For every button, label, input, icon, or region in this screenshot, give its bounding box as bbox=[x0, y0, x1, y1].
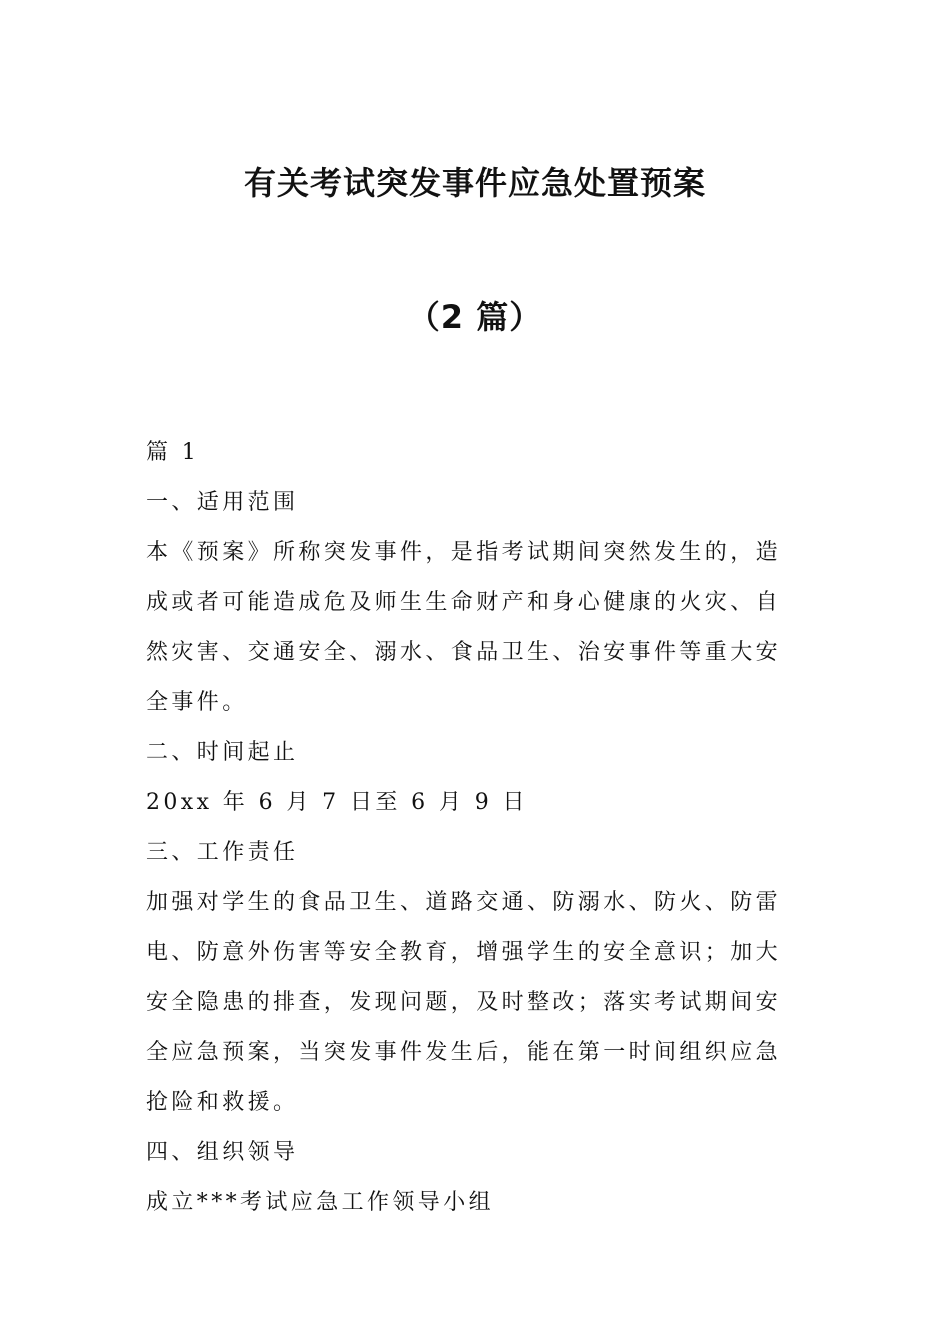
document-title: 有关考试突发事件应急处置预案 bbox=[243, 164, 706, 202]
paragraph-period: 20xx 年 6 月 7 日至 6 月 9 日 bbox=[146, 790, 528, 815]
heading-responsibility: 三、工作责任 bbox=[146, 840, 299, 865]
heading-leadership: 四、组织领导 bbox=[146, 1140, 299, 1165]
document-body bbox=[146, 428, 806, 1228]
paragraph-responsibility: 加强对学生的食品卫生、道路交通、防溺水、防火、防雷电、防意外伤害等安全教育，增强学生的安全意识；加大安全隐患的排查，发现问题，及时整改；落实考试期间安全应急预案，当突发事件发生后，能在第一时间组织应急抢险和救援。 bbox=[146, 890, 782, 1115]
section-label: 篇 1 bbox=[146, 440, 200, 465]
heading-scope: 一、适用范围 bbox=[146, 490, 299, 515]
paragraph-scope: 本《预案》所称突发事件，是指考试期间突然发生的，造成或者可能造成危及师生生命财产和身心健康的火灾、自然灾害、交通安全、溺水、食品卫生、治安事件等重大安全事件。 bbox=[146, 540, 782, 715]
heading-period: 二、时间起止 bbox=[146, 740, 299, 765]
paragraph-leadership: 成立***考试应急工作领导小组 bbox=[146, 1190, 495, 1215]
document-subtitle: （2 篇） bbox=[407, 298, 543, 336]
